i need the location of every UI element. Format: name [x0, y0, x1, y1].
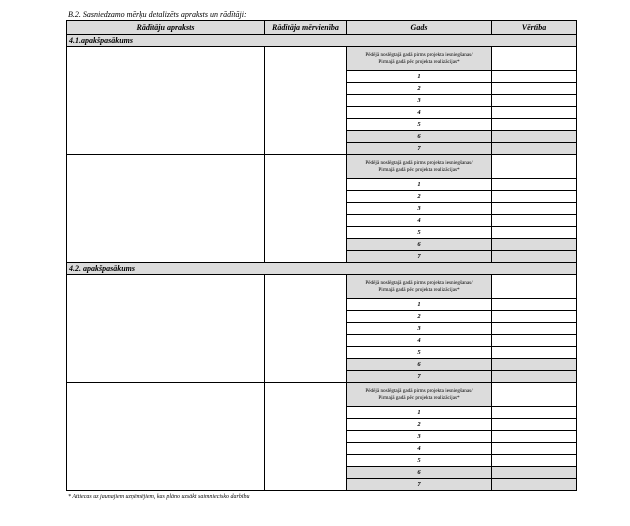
- value-cell[interactable]: [492, 215, 577, 227]
- column-header-unit: Rādītāja mērvienība: [265, 21, 347, 35]
- column-header-year: Gads: [347, 21, 492, 35]
- year-cell: 1: [347, 299, 492, 311]
- year-cell: 4: [347, 215, 492, 227]
- table-body: [67, 35, 577, 491]
- section-title: 4.2. apakšpasākums: [67, 263, 577, 275]
- value-cell[interactable]: [492, 347, 577, 359]
- baseline-note-line: Pēdējā noslēgtajā gadā pirms projekta iesniegšanas/: [365, 387, 473, 394]
- section-row: [67, 263, 577, 275]
- value-cell[interactable]: [492, 371, 577, 383]
- year-cell: 6: [347, 131, 492, 143]
- baseline-note-line: Pirmajā gadā pēc projekta realizācijas*: [378, 166, 460, 173]
- value-cell[interactable]: [492, 479, 577, 491]
- baseline-value-cell[interactable]: [492, 275, 577, 299]
- value-cell[interactable]: [492, 323, 577, 335]
- value-cell[interactable]: [492, 467, 577, 479]
- year-cell: 5: [347, 455, 492, 467]
- indicator-row: [67, 155, 577, 179]
- header-row: [67, 21, 577, 35]
- year-cell: 1: [347, 71, 492, 83]
- indicator-row: [67, 275, 577, 299]
- indicator-unit-cell[interactable]: [265, 155, 347, 263]
- year-cell: 1: [347, 407, 492, 419]
- value-cell[interactable]: [492, 191, 577, 203]
- year-cell: 7: [347, 143, 492, 155]
- indicator-row: [67, 47, 577, 71]
- year-cell: 7: [347, 479, 492, 491]
- year-cell: 2: [347, 419, 492, 431]
- indicator-unit-cell[interactable]: [265, 275, 347, 383]
- value-cell[interactable]: [492, 407, 577, 419]
- value-cell[interactable]: [492, 311, 577, 323]
- year-cell: 4: [347, 107, 492, 119]
- baseline-note-line: Pirmajā gadā pēc projekta realizācijas*: [378, 286, 460, 293]
- baseline-note-line: Pēdējā noslēgtajā gadā pirms projekta iesniegšanas/: [365, 159, 473, 166]
- value-cell[interactable]: [492, 239, 577, 251]
- value-cell[interactable]: [492, 419, 577, 431]
- value-cell[interactable]: [492, 335, 577, 347]
- baseline-value-cell[interactable]: [492, 383, 577, 407]
- baseline-value-cell[interactable]: [492, 155, 577, 179]
- value-cell[interactable]: [492, 95, 577, 107]
- baseline-note-line: Pēdējā noslēgtajā gadā pirms projekta iesniegšanas/: [365, 51, 473, 58]
- year-cell: 5: [347, 227, 492, 239]
- year-cell: 7: [347, 251, 492, 263]
- year-cell: 4: [347, 443, 492, 455]
- year-cell: 3: [347, 323, 492, 335]
- value-cell[interactable]: [492, 71, 577, 83]
- value-cell[interactable]: [492, 251, 577, 263]
- document: [66, 10, 576, 500]
- baseline-year-note: [347, 155, 492, 179]
- baseline-year-note: [347, 275, 492, 299]
- indicators-table: [66, 20, 577, 491]
- column-header-value: Vērtība: [492, 21, 577, 35]
- value-cell[interactable]: [492, 131, 577, 143]
- year-cell: 3: [347, 203, 492, 215]
- indicator-description-cell[interactable]: [67, 275, 265, 383]
- indicator-description-cell[interactable]: [67, 47, 265, 155]
- baseline-year-note: [347, 383, 492, 407]
- value-cell[interactable]: [492, 203, 577, 215]
- year-cell: 6: [347, 239, 492, 251]
- year-cell: 2: [347, 191, 492, 203]
- year-cell: 2: [347, 83, 492, 95]
- value-cell[interactable]: [492, 179, 577, 191]
- year-cell: 7: [347, 371, 492, 383]
- year-cell: 5: [347, 347, 492, 359]
- indicator-description-cell[interactable]: [67, 383, 265, 491]
- indicator-unit-cell[interactable]: [265, 383, 347, 491]
- year-cell: 6: [347, 359, 492, 371]
- indicator-unit-cell[interactable]: [265, 47, 347, 155]
- year-cell: 5: [347, 119, 492, 131]
- value-cell[interactable]: [492, 455, 577, 467]
- value-cell[interactable]: [492, 443, 577, 455]
- indicator-description-cell[interactable]: [67, 155, 265, 263]
- year-cell: 3: [347, 95, 492, 107]
- section-title: 4.1.apakšpasākums: [67, 35, 577, 47]
- table-caption: B.2. Sasniedzamo mērķu detalizēts apraksts un rādītāji:: [68, 10, 247, 19]
- baseline-note-line: Pirmajā gadā pēc projekta realizācijas*: [378, 394, 460, 401]
- value-cell[interactable]: [492, 119, 577, 131]
- value-cell[interactable]: [492, 227, 577, 239]
- year-cell: 1: [347, 179, 492, 191]
- baseline-note-line: Pēdējā noslēgtajā gadā pirms projekta iesniegšanas/: [365, 279, 473, 286]
- year-cell: 2: [347, 311, 492, 323]
- footnote: * Attiecas uz jaunajiem uzņēmējiem, kas plāno uzsākt saimniecisko darbību: [68, 494, 250, 500]
- value-cell[interactable]: [492, 143, 577, 155]
- value-cell[interactable]: [492, 107, 577, 119]
- column-header-description: Rādītāju apraksts: [67, 21, 265, 35]
- baseline-note-line: Pirmajā gadā pēc projekta realizācijas*: [378, 58, 460, 65]
- baseline-year-note: [347, 47, 492, 71]
- value-cell[interactable]: [492, 431, 577, 443]
- value-cell[interactable]: [492, 83, 577, 95]
- value-cell[interactable]: [492, 299, 577, 311]
- indicator-row: [67, 383, 577, 407]
- section-row: [67, 35, 577, 47]
- year-cell: 3: [347, 431, 492, 443]
- year-cell: 4: [347, 335, 492, 347]
- baseline-value-cell[interactable]: [492, 47, 577, 71]
- year-cell: 6: [347, 467, 492, 479]
- value-cell[interactable]: [492, 359, 577, 371]
